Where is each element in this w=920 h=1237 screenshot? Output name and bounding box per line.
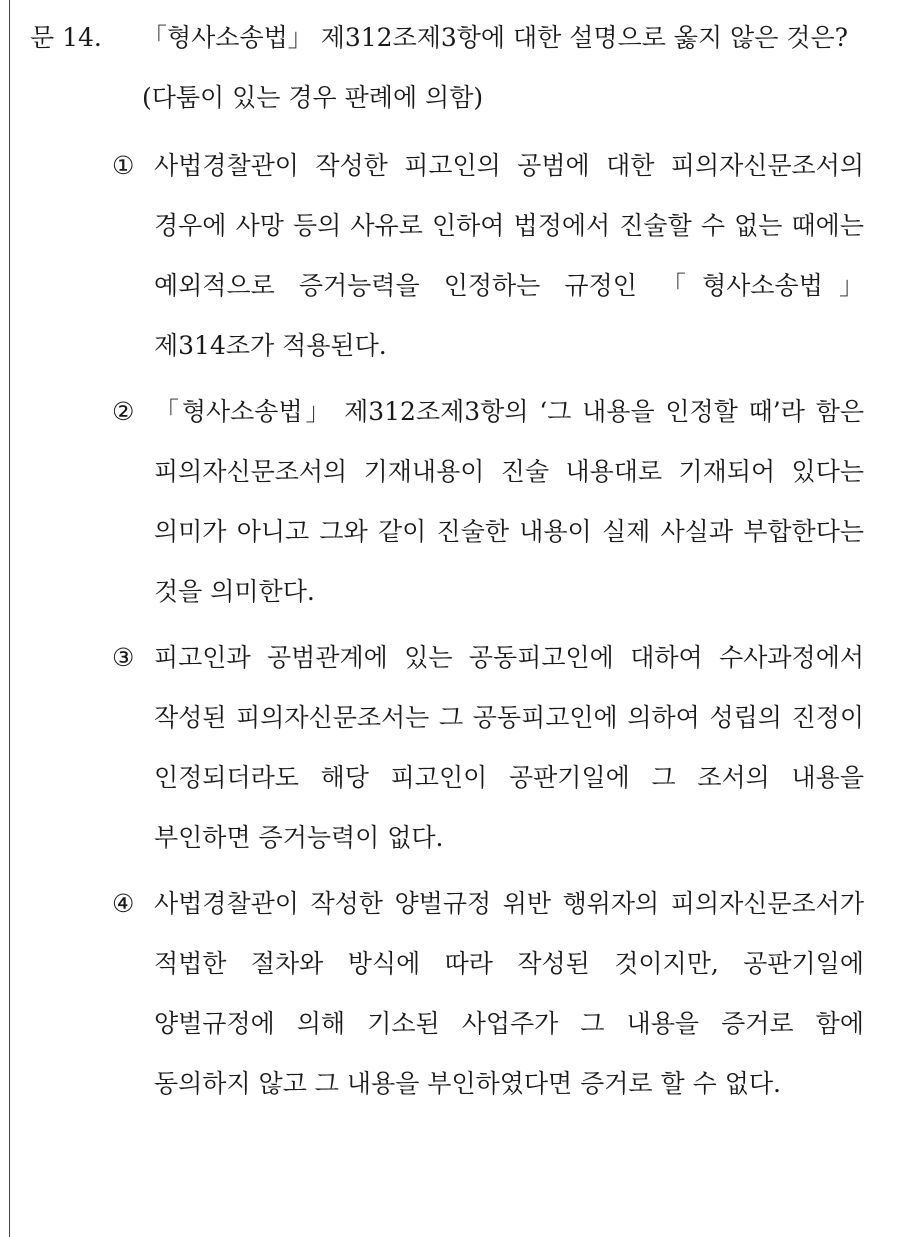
question-line [30, 8, 900, 68]
choice-item-2[interactable] [30, 382, 864, 622]
left-margin-rule [9, 0, 10, 1237]
choice-marker: ① [112, 151, 135, 180]
choice-marker: ④ [112, 889, 135, 918]
choice-text: 사법경찰관이 작성한 양벌규정 위반 행위자의 피의자신문조서가 적법한 절차와 방식에 따라 작성된 것이지만, 공판기일에 양벌규정에 의해 기소된 사업주가 그 내용을 증거로 함에 동의하지 않고 그 내용을 부인하였다면 증거로 할 수 없다. [154, 889, 864, 1098]
question-prompt: 「형사소송법」 제312조제3항에 대한 설명으로 옳지 않은 것은? [142, 23, 849, 52]
choice-item-4[interactable] [30, 874, 864, 1114]
question-block [30, 8, 900, 1120]
choice-marker: ③ [112, 643, 135, 672]
choice-text: 피고인과 공범관계에 있는 공동피고인에 대하여 수사과정에서 작성된 피의자신문조서는 그 공동피고인에 의하여 성립의 진정이 인정되더라도 해당 피고인이 공판기일에 그 조서의 내용을 부인하면 증거능력이 없다. [154, 643, 864, 852]
choice-item-3[interactable] [30, 628, 864, 868]
question-number: 문 14. [30, 23, 102, 52]
choice-text: 「형사소송법」 제312조제3항의 ‘그 내용을 인정할 때’라 함은 피의자신문조서의 기재내용이 진술 내용대로 기재되어 있다는 의미가 아니고 그와 같이 진술한 내용이 실제 사실과 부합한다는 것을 의미한다. [154, 397, 864, 606]
choice-marker: ② [112, 397, 135, 426]
choice-list [30, 136, 900, 1114]
choice-text: 사법경찰관이 작성한 피고인의 공범에 대한 피의자신문조서의 경우에 사망 등의 사유로 인하여 법정에서 진술할 수 없는 때에는 예외적으로 증거능력을 인정하는 규정인 「형사소송법」 제314조가 적용된다. [154, 151, 864, 360]
question-note: (다툼이 있는 경우 판례에 의함) [142, 83, 484, 112]
choice-item-1[interactable] [30, 136, 864, 376]
